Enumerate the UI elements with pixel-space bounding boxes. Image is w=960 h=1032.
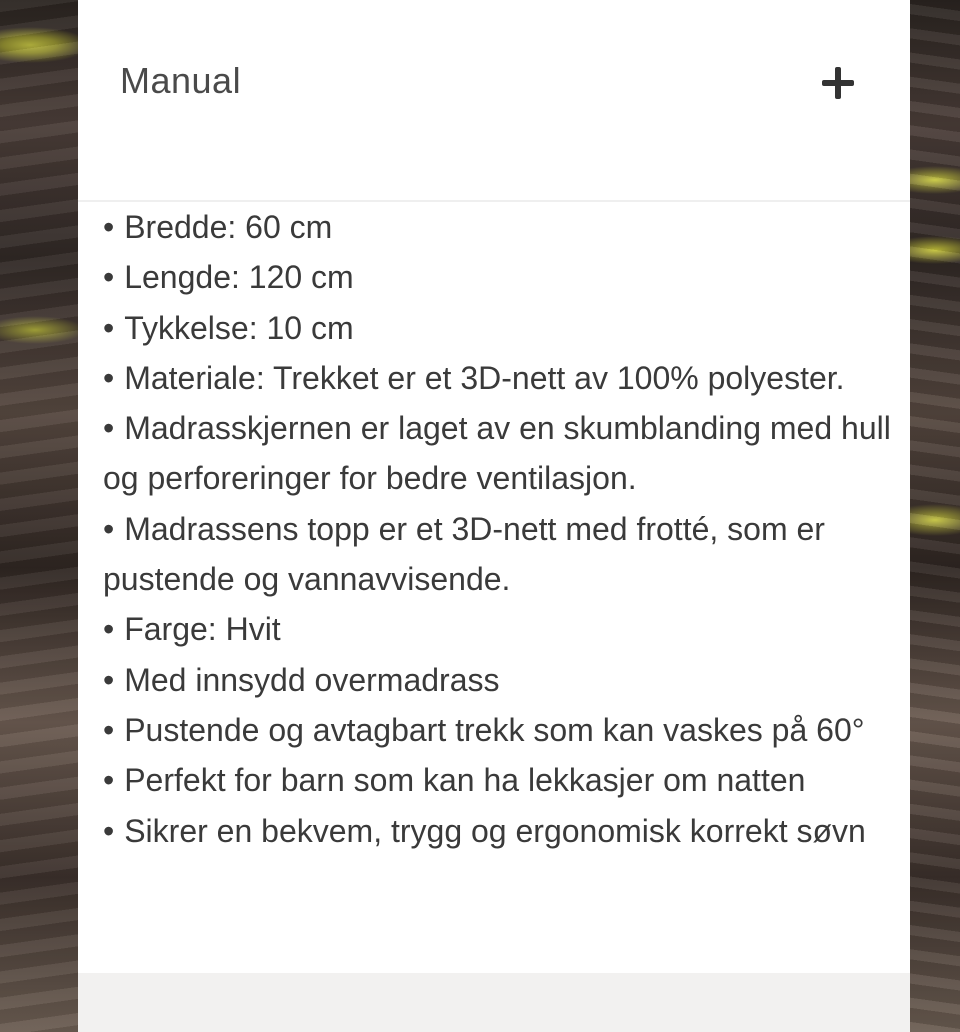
plus-icon[interactable] bbox=[822, 67, 854, 99]
list-item: • Tykkelse: 10 cm bbox=[103, 309, 354, 346]
list-item: • Madrasskjernen er laget av en skumblanding med hull og perforeringer for bedre ventilasjon. bbox=[103, 410, 891, 497]
list-item: • Sikrer en bekvem, trygg og ergonomisk korrekt søvn bbox=[103, 812, 866, 849]
background-landscape-right bbox=[910, 0, 960, 1032]
list-item: • Materiale: Trekket er et 3D-nett av 100% polyester. bbox=[103, 359, 845, 396]
accordion-title: Manual bbox=[120, 60, 242, 101]
list-item: • Farge: Hvit bbox=[103, 611, 281, 648]
manual-accordion-header[interactable] bbox=[78, 0, 910, 202]
details-list bbox=[103, 202, 893, 856]
list-item: • Lengde: 120 cm bbox=[103, 259, 354, 296]
footer-strip bbox=[78, 973, 910, 1032]
list-item: • Pustende og avtagbart trekk som kan vaskes på 60° bbox=[103, 711, 865, 748]
list-item: • Madrassens topp er et 3D-nett med frotté, som er pustende og vannavvisende. bbox=[103, 510, 825, 598]
product-details-content bbox=[103, 202, 893, 972]
list-item: • Perfekt for barn som kan ha lekkasjer om natten bbox=[103, 762, 806, 799]
background-landscape-left bbox=[0, 0, 78, 1032]
list-item: • Med innsydd overmadrass bbox=[103, 661, 500, 698]
list-item: • Bredde: 60 cm bbox=[103, 209, 333, 245]
product-details-panel bbox=[78, 0, 910, 1032]
